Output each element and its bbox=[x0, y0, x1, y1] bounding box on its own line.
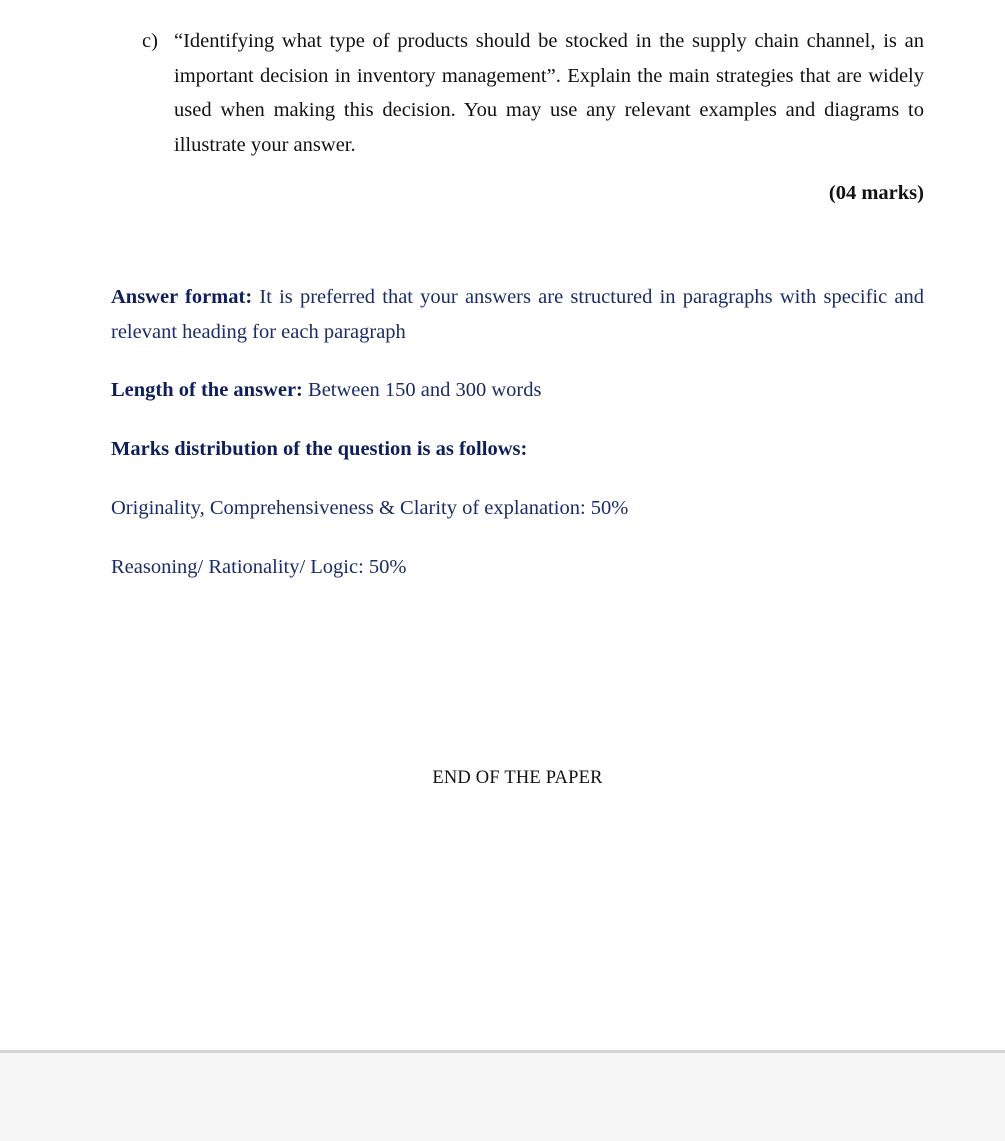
criterion-originality: Originality, Comprehensiveness & Clarity of explanation: 50% bbox=[111, 497, 629, 519]
question-c bbox=[142, 24, 924, 163]
answer-format-paragraph bbox=[111, 280, 924, 349]
answer-length-text: Between 150 and 300 words bbox=[308, 379, 542, 401]
question-label: c) bbox=[142, 30, 158, 52]
answer-length-paragraph bbox=[111, 373, 924, 408]
marks-distribution-heading: Marks distribution of the question is as follows: bbox=[111, 438, 528, 460]
answer-format-label: Answer format: bbox=[111, 286, 253, 308]
question-text: “Identifying what type of products should be stocked in the supply chain channel, is an important decision in inventory management”. Explain the main strategies that are widely used when making this decision. You may use any relevant examples and diagrams to illustrate your answer. bbox=[174, 30, 924, 157]
criterion-reasoning: Reasoning/ Rationality/ Logic: 50% bbox=[111, 556, 407, 578]
answer-length-label: Length of the answer: bbox=[111, 379, 303, 401]
question-marks: (04 marks) bbox=[828, 182, 924, 204]
end-of-paper: END OF THE PAPER bbox=[432, 768, 603, 788]
answer-format-text: It is preferred that your answers are structured in paragraphs with specific and relevant heading for each paragraph bbox=[111, 286, 924, 343]
